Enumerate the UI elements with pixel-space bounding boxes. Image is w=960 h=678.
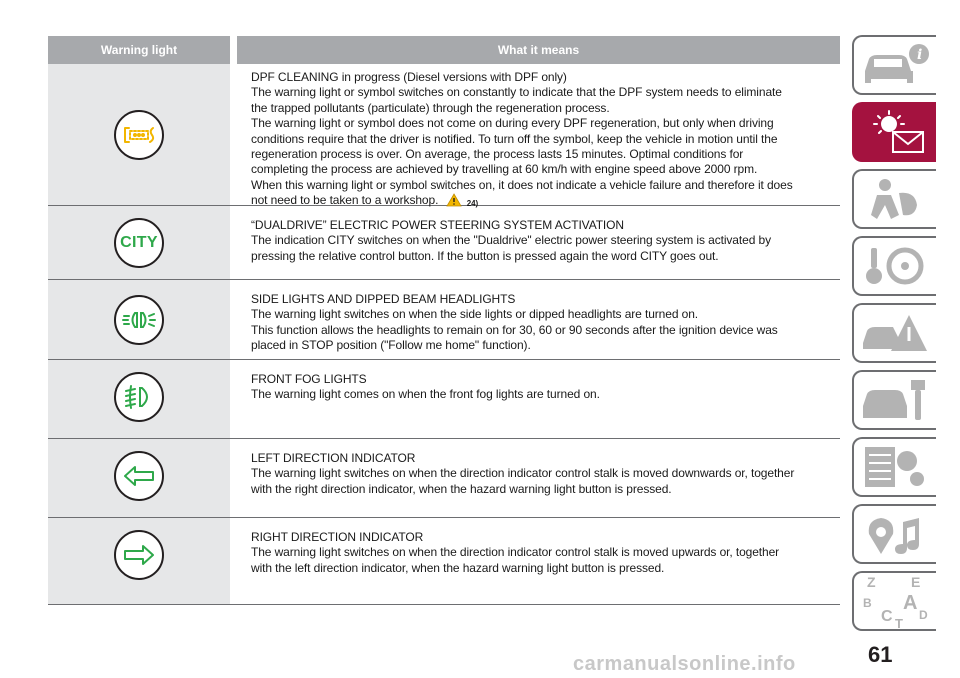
description-cell bbox=[237, 360, 840, 438]
index-letter-c: C bbox=[881, 608, 893, 625]
row-text-line: the trapped pollutants (particulate) through the regeneration process. bbox=[251, 100, 610, 115]
table-row bbox=[48, 64, 840, 209]
front-fog-lights-icon bbox=[114, 372, 164, 422]
svg-text:i: i bbox=[917, 47, 923, 63]
dpf-warning-icon bbox=[114, 110, 164, 160]
reference-number[interactable]: 24) bbox=[466, 199, 479, 209]
index-icon bbox=[859, 573, 931, 629]
row-title: “DUALDRIVE” ELECTRIC POWER STEERING SYSTEM ACTIVATION bbox=[251, 218, 624, 232]
emergency-icon bbox=[859, 309, 931, 357]
icon-cell bbox=[48, 64, 230, 205]
tab-technical-data[interactable] bbox=[852, 437, 936, 497]
row-text-line: completing the process are achieved by travelling at 60 km/h with engine speed above 2000 rpm. bbox=[251, 162, 758, 177]
starting-driving-icon bbox=[859, 242, 931, 290]
row-title: FRONT FOG LIGHTS bbox=[251, 372, 367, 386]
row-title: SIDE LIGHTS AND DIPPED BEAM HEADLIGHTS bbox=[251, 292, 516, 306]
table-header bbox=[48, 36, 840, 64]
icon-cell bbox=[48, 439, 230, 517]
row-text-line: The warning light switches on when the direction indicator control stalk is moved upwards or, together bbox=[251, 545, 780, 560]
table-row bbox=[48, 280, 840, 360]
icon-cell bbox=[48, 360, 230, 438]
icon-cell bbox=[48, 280, 230, 359]
row-last-line: not need to be taken to a workshop. bbox=[251, 193, 439, 208]
tab-starting-driving[interactable] bbox=[852, 236, 936, 296]
car-info-icon bbox=[859, 41, 931, 89]
table-row bbox=[48, 518, 840, 605]
right-arrow-icon bbox=[114, 530, 164, 580]
row-text-line: When this warning light or symbol switches on, it does not indicate a vehicle failure and therefore it does bbox=[251, 177, 793, 192]
page-number: 61 bbox=[868, 642, 893, 667]
tab-warning-lights[interactable] bbox=[852, 102, 936, 162]
index-letter-t: T bbox=[895, 616, 903, 629]
table-row bbox=[48, 206, 840, 280]
description-cell bbox=[237, 280, 840, 359]
icon-cell bbox=[48, 518, 230, 604]
warning-lights-icon bbox=[859, 108, 931, 156]
row-text-line: pressing the relative control button. If the button is pressed again the word CITY goes out. bbox=[251, 248, 719, 263]
row-text-line: placed in STOP position ("Follow me home" function). bbox=[251, 338, 531, 353]
description-cell bbox=[237, 64, 840, 209]
left-arrow-icon bbox=[114, 451, 164, 501]
row-text-line: The warning light switches on when the side lights or dipped headlights are turned on. bbox=[251, 307, 699, 322]
technical-data-icon bbox=[859, 443, 931, 491]
row-text-line: The indication CITY switches on when the "Dualdrive" electric power steering system is activated by bbox=[251, 233, 771, 248]
row-text-line: This function allows the headlights to remain on for 30, 60 or 90 seconds after the ignition device was bbox=[251, 322, 778, 337]
icon-cell bbox=[48, 206, 230, 279]
row-text-line: The warning light or symbol does not come on during every DPF regeneration, but only when driving bbox=[251, 116, 774, 131]
header-warning-light: Warning light bbox=[48, 36, 230, 64]
index-letter-a: A bbox=[903, 592, 918, 614]
row-text-line: with the left direction indicator, when the hazard warning light button is pressed. bbox=[251, 560, 665, 575]
tab-emergency[interactable] bbox=[852, 303, 936, 363]
row-text-line: The warning light comes on when the front fog lights are turned on. bbox=[251, 387, 600, 402]
row-title: RIGHT DIRECTION INDICATOR bbox=[251, 530, 424, 544]
warning-lights-table bbox=[48, 36, 840, 605]
index-letter-b: B bbox=[863, 596, 872, 610]
multimedia-icon bbox=[859, 510, 931, 558]
index-letter-d: D bbox=[919, 608, 928, 622]
tab-car-info[interactable] bbox=[852, 35, 936, 95]
index-letter-e: E bbox=[911, 574, 921, 590]
city-icon-label: CITY bbox=[120, 233, 158, 251]
table-row bbox=[48, 439, 840, 518]
row-text-line: The warning light switches on when the direction indicator control stalk is moved downwards or, together bbox=[251, 466, 795, 481]
tab-maintenance[interactable] bbox=[852, 370, 936, 430]
watermark: carmanualsonline.info bbox=[573, 653, 796, 675]
tab-safety[interactable] bbox=[852, 169, 936, 229]
maintenance-icon bbox=[859, 376, 931, 424]
city-icon bbox=[114, 218, 164, 268]
row-text-line: conditions require that the driver is notified. To turn off the symbol, keep the vehicle in motion until the bbox=[251, 131, 778, 146]
description-cell bbox=[237, 518, 840, 604]
table-row bbox=[48, 360, 840, 439]
header-what-it-means: What it means bbox=[237, 36, 840, 64]
row-text-line: with the right direction indicator, when the hazard warning light button is pressed. bbox=[251, 481, 672, 496]
index-letter-z: Z bbox=[867, 574, 876, 590]
description-cell bbox=[237, 439, 840, 517]
row-text-line: The warning light or symbol switches on constantly to indicate that the DPF system needs to eliminate bbox=[251, 85, 782, 100]
tab-multimedia[interactable] bbox=[852, 504, 936, 564]
tab-index[interactable] bbox=[852, 571, 936, 631]
description-cell bbox=[237, 206, 840, 279]
safety-airbag-icon bbox=[859, 175, 931, 223]
row-title: LEFT DIRECTION INDICATOR bbox=[251, 451, 416, 465]
row-title: DPF CLEANING in progress (Diesel versions with DPF only) bbox=[251, 70, 567, 84]
side-lights-icon bbox=[114, 295, 164, 345]
row-text-line: regeneration process is over. On average, the process lasts 15 minutes. Optimal conditions for bbox=[251, 147, 744, 162]
